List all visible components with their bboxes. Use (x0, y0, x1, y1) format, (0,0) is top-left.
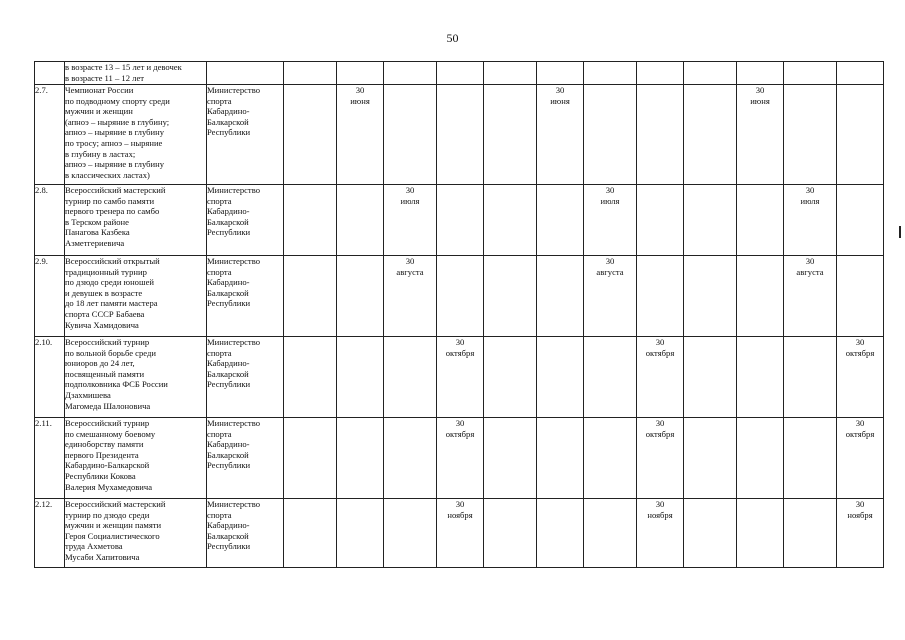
event-name-cell: Всероссийский открытый традиционный турнир по дзюдо среди юношей и девушек в возрасте до 18 лет памяти мастера спорта СССР Бабаева Кувича Хамидовича (65, 256, 207, 337)
period-date-cell (284, 418, 337, 499)
period-date-cell (284, 499, 337, 568)
period-date-cell: 30 июня (737, 85, 784, 185)
period-date-cell (337, 499, 384, 568)
period-date-cell (284, 256, 337, 337)
table-row (35, 499, 884, 568)
row-number-cell: 2.7. (35, 85, 65, 185)
period-date-cell (684, 256, 737, 337)
period-date-cell (684, 499, 737, 568)
period-date-cell: 30 ноября (837, 499, 884, 568)
page-number: 50 (446, 31, 459, 45)
row-number-cell: 2.11. (35, 418, 65, 499)
period-date-cell: 30 июля (784, 185, 837, 256)
period-date-cell (484, 337, 537, 418)
organizer-cell: Министерство спорта Кабардино- Балкарской Республики (207, 499, 284, 568)
period-date-cell (837, 85, 884, 185)
period-date-cell (737, 337, 784, 418)
table-row (35, 85, 884, 185)
event-name-cell: Всероссийский мастерский турнир по самбо памяти первого тренера по самбо в Терском районе Панагова Казбека Азметгериевича (65, 185, 207, 256)
period-date-cell (737, 418, 784, 499)
table-row (35, 185, 884, 256)
event-name-cell: Всероссийский турнир по вольной борьбе среди юниоров до 24 лет, посвященный памяти подполковника ФСБ России Дзахмишева Магомеда Шалоновича (65, 337, 207, 418)
period-date-cell (537, 418, 584, 499)
row-number-cell: 2.12. (35, 499, 65, 568)
period-date-cell (337, 256, 384, 337)
period-date-cell: 30 июня (537, 85, 584, 185)
period-date-cell (484, 185, 537, 256)
period-date-cell (584, 337, 637, 418)
organizer-cell: Министерство спорта Кабардино- Балкарской Республики (207, 185, 284, 256)
period-date-cell (684, 185, 737, 256)
period-date-cell (637, 62, 684, 85)
period-date-cell: 30 ноября (637, 499, 684, 568)
period-date-cell (284, 85, 337, 185)
period-date-cell (537, 499, 584, 568)
period-date-cell (784, 62, 837, 85)
period-date-cell (584, 62, 637, 85)
table-body (35, 62, 884, 568)
period-date-cell (737, 499, 784, 568)
period-date-cell: 30 июля (384, 185, 437, 256)
table-row (35, 256, 884, 337)
period-date-cell (637, 256, 684, 337)
period-date-cell (384, 62, 437, 85)
organizer-cell: Министерство спорта Кабардино- Балкарской Республики (207, 337, 284, 418)
period-date-cell: 30 октября (437, 418, 484, 499)
row-number-cell: 2.9. (35, 256, 65, 337)
period-date-cell (484, 62, 537, 85)
period-date-cell: 30 ноября (437, 499, 484, 568)
period-date-cell: 30 августа (384, 256, 437, 337)
period-date-cell: 30 октября (837, 337, 884, 418)
period-date-cell (284, 337, 337, 418)
period-date-cell: 30 августа (784, 256, 837, 337)
period-date-cell (484, 85, 537, 185)
period-date-cell (337, 185, 384, 256)
period-date-cell (384, 499, 437, 568)
period-date-cell (337, 418, 384, 499)
table-row (35, 418, 884, 499)
row-number-cell: 2.8. (35, 185, 65, 256)
period-date-cell (784, 337, 837, 418)
row-number-cell (35, 62, 65, 85)
period-date-cell (384, 85, 437, 185)
organizer-cell: Министерство спорта Кабардино- Балкарской Республики (207, 256, 284, 337)
period-date-cell (437, 185, 484, 256)
period-date-cell (784, 418, 837, 499)
event-plan-table (34, 61, 884, 568)
period-date-cell (684, 62, 737, 85)
period-date-cell (737, 185, 784, 256)
period-date-cell (684, 337, 737, 418)
period-date-cell (284, 185, 337, 256)
period-date-cell: 30 октября (437, 337, 484, 418)
organizer-cell (207, 62, 284, 85)
period-date-cell (484, 499, 537, 568)
period-date-cell (784, 85, 837, 185)
period-date-cell (537, 337, 584, 418)
period-date-cell (284, 62, 337, 85)
period-date-cell (384, 418, 437, 499)
event-name-cell: Чемпионат России по подводному спорту среди мужчин и женщин (апноэ – ныряние в глубину; апноэ – ныряние в глубину по тросу; апноэ – ныряние в глубину в ластах; апноэ – ныряние в глубину в классических ластах) (65, 85, 207, 185)
period-date-cell: 30 октября (637, 337, 684, 418)
period-date-cell (584, 418, 637, 499)
period-date-cell (837, 256, 884, 337)
period-date-cell (384, 337, 437, 418)
event-name-cell: в возрасте 13 – 15 лет и девочек в возрасте 11 – 12 лет (65, 62, 207, 85)
period-date-cell (684, 418, 737, 499)
period-date-cell (837, 185, 884, 256)
organizer-cell: Министерство спорта Кабардино- Балкарской Республики (207, 85, 284, 185)
table-row (35, 337, 884, 418)
period-date-cell: 30 октября (837, 418, 884, 499)
period-date-cell (437, 85, 484, 185)
period-date-cell (637, 185, 684, 256)
period-date-cell (537, 62, 584, 85)
period-date-cell: 30 июня (337, 85, 384, 185)
table-row (35, 62, 884, 85)
period-date-cell (437, 62, 484, 85)
period-date-cell (637, 85, 684, 185)
period-date-cell: 30 июля (584, 185, 637, 256)
period-date-cell (484, 256, 537, 337)
event-name-cell: Всероссийский мастерский турнир по дзюдо среди мужчин и женщин памяти Героя Социалистического труда Ахметова Мусаби Хапитовича (65, 499, 207, 568)
period-date-cell (484, 418, 537, 499)
period-date-cell (784, 499, 837, 568)
period-date-cell: 30 августа (584, 256, 637, 337)
period-date-cell: 30 октября (637, 418, 684, 499)
period-date-cell (537, 185, 584, 256)
period-date-cell (584, 85, 637, 185)
period-date-cell (537, 256, 584, 337)
period-date-cell (337, 337, 384, 418)
organizer-cell: Министерство спорта Кабардино- Балкарской Республики (207, 418, 284, 499)
period-date-cell (837, 62, 884, 85)
row-number-cell: 2.10. (35, 337, 65, 418)
period-date-cell (437, 256, 484, 337)
period-date-cell (737, 62, 784, 85)
period-date-cell (684, 85, 737, 185)
period-date-cell (584, 499, 637, 568)
period-date-cell (737, 256, 784, 337)
event-name-cell: Всероссийский турнир по смешанному боевому единоборству памяти первого Президента Кабардино-Балкарской Республики Кокова Валерия Мухамедовича (65, 418, 207, 499)
period-date-cell (337, 62, 384, 85)
page-edge-mark (899, 226, 901, 238)
